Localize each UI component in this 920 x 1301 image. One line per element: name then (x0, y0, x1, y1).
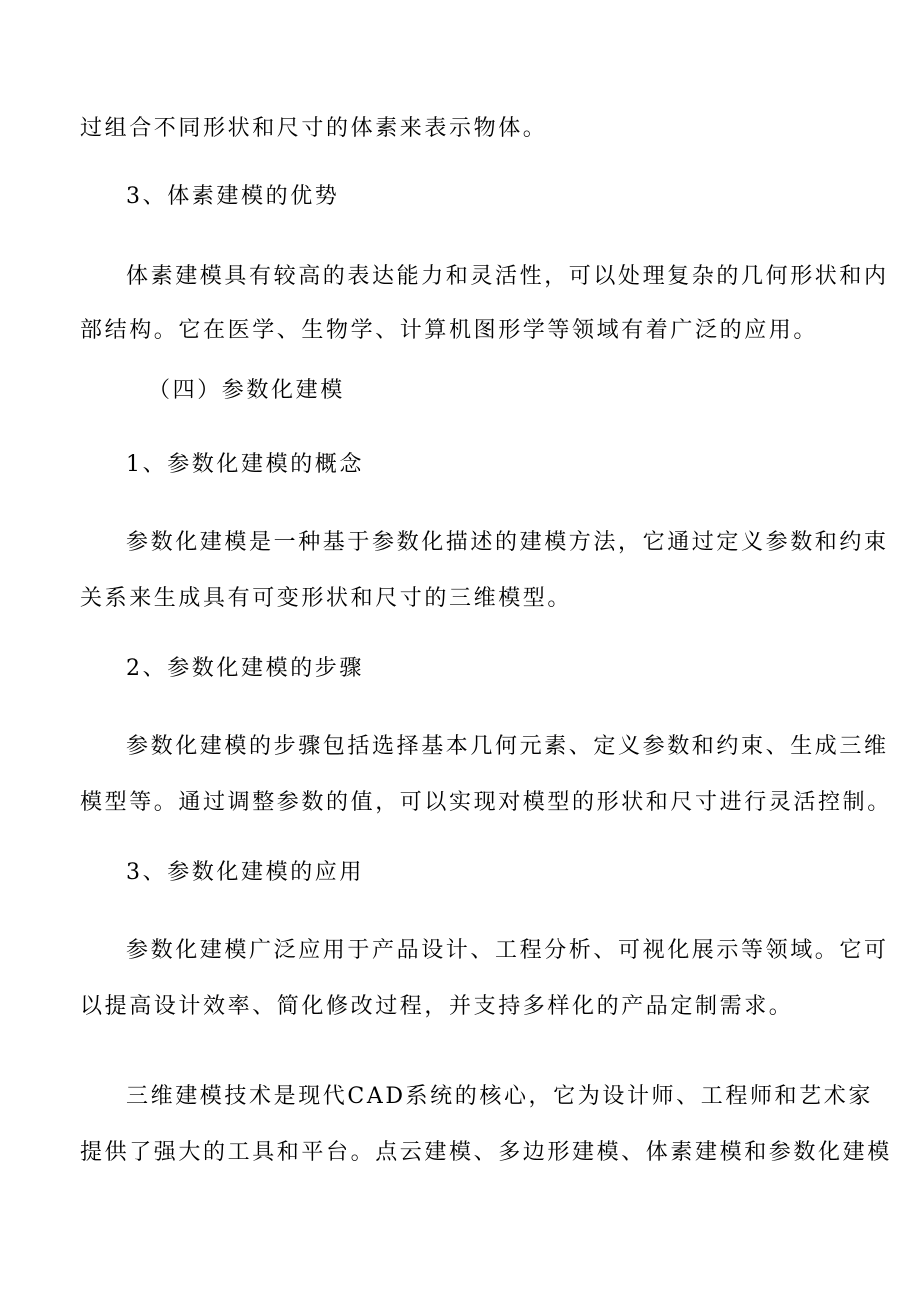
paragraph-line: 三维建模技术是现代CAD系统的核心，它为设计师、工程师和艺术家 (126, 1084, 873, 1109)
paragraph-line: 模型等。通过调整参数的值，可以实现对模型的形状和尺寸进行灵活控制。 (80, 790, 892, 815)
subheading-parametric-steps: 2、参数化建模的步骤 (126, 656, 364, 681)
paragraph-line: 提供了强大的工具和平台。点云建模、多边形建模、体素建模和参数化建模 (80, 1140, 892, 1165)
paragraph-line-continuation: 过组合不同形状和尺寸的体素来表示物体。 (80, 116, 548, 141)
subheading-parametric-applications: 3、参数化建模的应用 (126, 860, 364, 885)
paragraph-line: 以提高设计效率、简化修改过程，并支持多样化的产品定制需求。 (80, 994, 794, 1019)
paragraph-line: 部结构。它在医学、生物学、计算机图形学等领域有着广泛的应用。 (80, 318, 819, 343)
paragraph-line: 参数化建模是一种基于参数化描述的建模方法，它通过定义参数和约束 (126, 530, 889, 555)
subheading-parametric-concept: 1、参数化建模的概念 (126, 452, 364, 477)
paragraph-line: 体素建模具有较高的表达能力和灵活性，可以处理复杂的几何形状和内 (126, 264, 889, 289)
subheading-voxel-advantages: 3、体素建模的优势 (126, 184, 340, 209)
paragraph-line: 参数化建模广泛应用于产品设计、工程分析、可视化展示等领域。它可 (126, 938, 889, 963)
paragraph-line: 参数化建模的步骤包括选择基本几何元素、定义参数和约束、生成三维 (126, 734, 889, 759)
section-heading-parametric: （四）参数化建模 (148, 378, 345, 403)
paragraph-line: 关系来生成具有可变形状和尺寸的三维模型。 (80, 586, 573, 611)
